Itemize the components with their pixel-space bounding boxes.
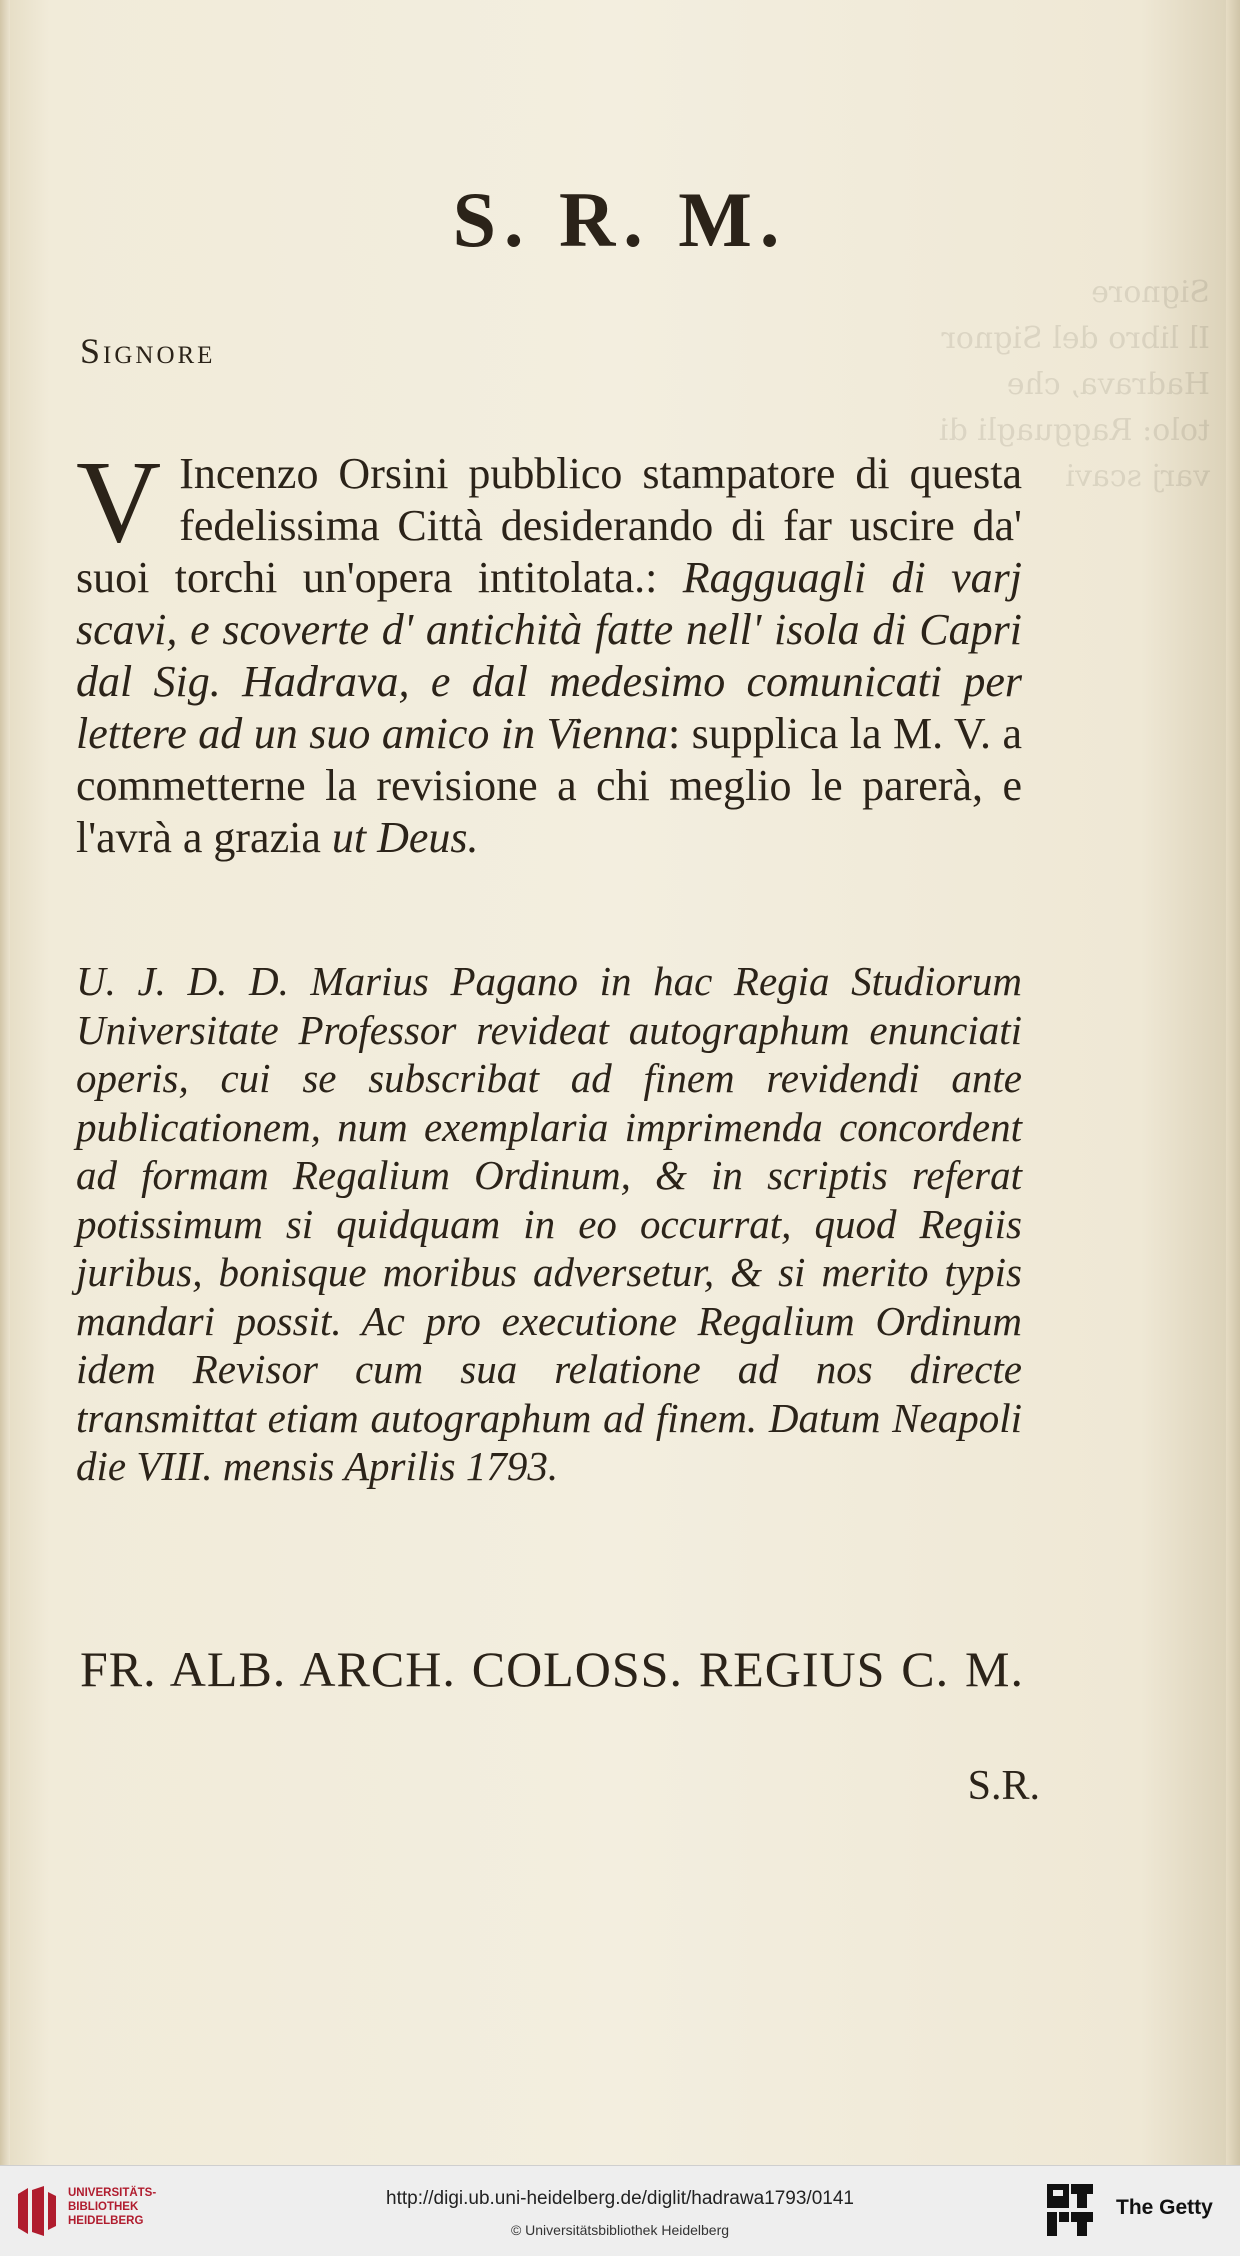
signature-line: FR. ALB. ARCH. COLOSS. REGIUS C. M. (80, 1641, 1024, 1697)
page-left-edge (0, 0, 10, 2165)
show-through-bleed: Signore Il libro del Signor Hadrava, che tolo: Ragguagli di varj scavi (939, 275, 1210, 494)
permalink-url[interactable]: http://digi.ub.uni-heidelberg.de/diglit/hadrawa1793/0141 (386, 2188, 854, 2209)
page-title: S. R. M. (452, 176, 788, 263)
getty-logo-icon (1045, 2182, 1095, 2238)
library-name-line: UNIVERSITÄTS- (68, 2187, 157, 2199)
library-name-line: BIBLIOTHEK (68, 2201, 139, 2213)
petition-paragraph (76, 436, 1022, 864)
salutation: Signore (80, 331, 216, 371)
drop-cap: V (76, 436, 162, 567)
copyright-notice: © Universitätsbibliothek Heidelberg (510, 2222, 730, 2238)
page-right-edge (1226, 0, 1240, 2165)
petition-closing: ut Deus. (331, 813, 479, 862)
work-title: Ragguagli di varj scavi, e scoverte d' antichità fatte nell' isola di Capri dal Sig. Hadrava, e dal medesimo comunicati per lettere ad un suo amico in Vienna (76, 553, 1022, 758)
viewer-footer (0, 2165, 1240, 2256)
catchword: S.R. (967, 1763, 1040, 1809)
petition-text-start: Incenzo Orsini pubblico stampatore di questa fedelissima Città desiderando di far uscire da' suoi torchi un'opera intitolata.: (76, 449, 1022, 602)
decree-paragraph: U. J. D. D. Marius Pagano in hac Regia Studiorum Universitate Professor revideat autographum enunciati operis, cui se subscribat ad finem revidendi ante publicationem, num exemplaria imprimenda concordent ad formam Regalium Ordinum, & in scriptis referat potissimum si quidquam in eo occurrat, quod Regiis juribus, bonisque moribus adversetur, & si merito typis mandari possit. Ac pro executione Regalium Ordinum idem Revisor cum sua relatione ad nos directe transmittat etiam autographum ad finem. Datum Neapoli die VIII. mensis Aprilis 1793. (76, 958, 1022, 1489)
library-name-line: HEIDELBERG (68, 2215, 144, 2227)
petition-text-middle: : supplica la M. V. a commetterne la revisione a chi meglio le parerà, e l'avrà a grazia (76, 709, 1022, 862)
partner-name: The Getty (1116, 2196, 1213, 2219)
